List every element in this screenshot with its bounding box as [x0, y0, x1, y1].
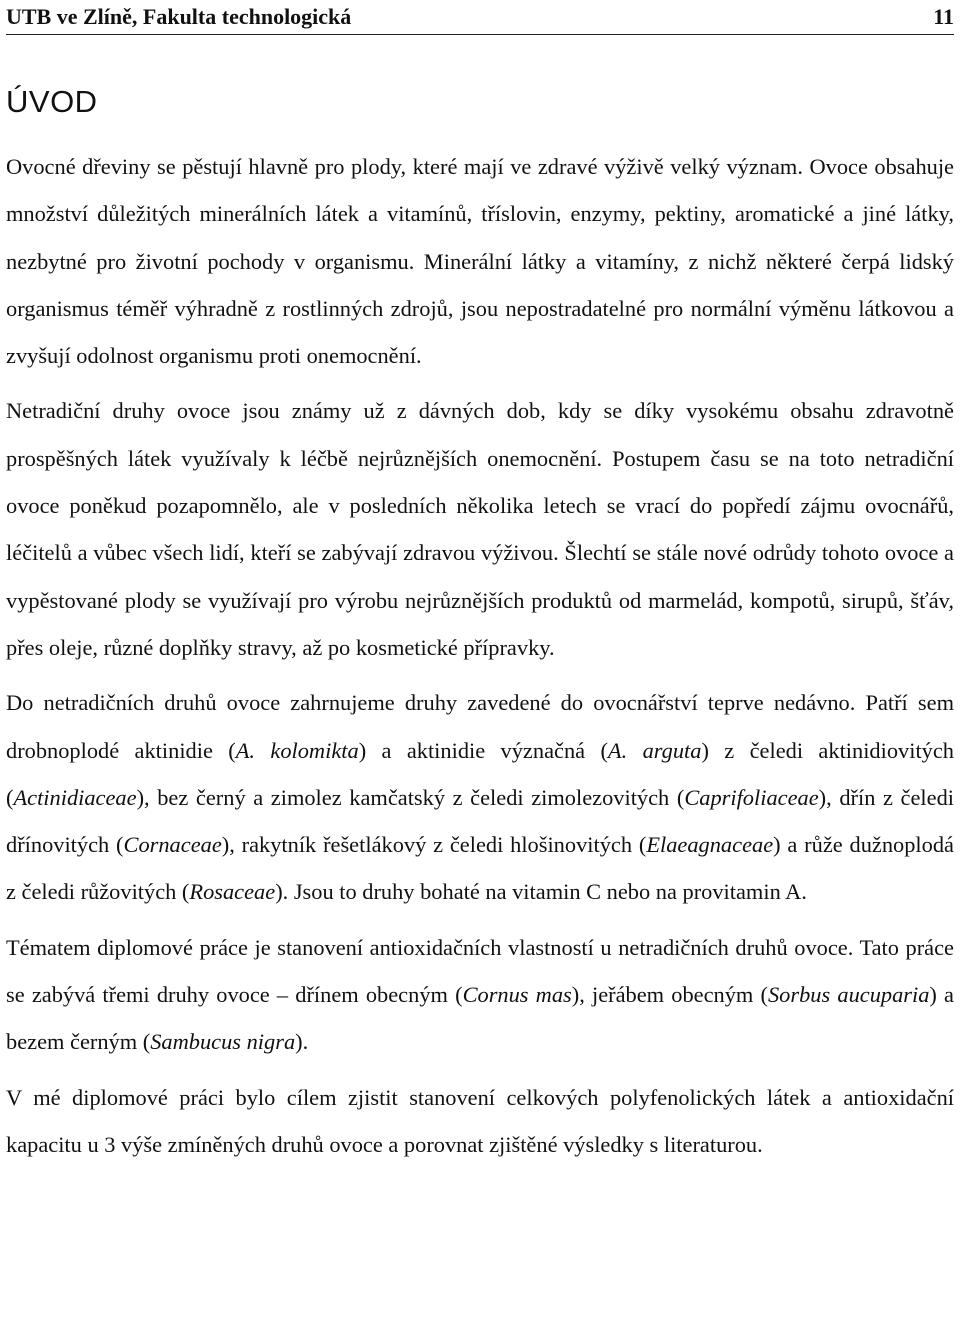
italic-term: Actinidiaceae	[13, 784, 137, 810]
italic-term: Cornaceae	[123, 832, 222, 858]
text-run: Do netradičních druhů ovoce zahrnujeme druhy zavedené do ovocnářství teprve nedávno. Patří sem drobnoplodé aktinidie (	[6, 690, 954, 763]
text-run: Tématem diplomové práce je stanovení antioxidačních vlastností u netradičních druhů ovoce. Tato práce se zabývá třemi druhy ovoce – dřínem obecným (	[6, 934, 954, 1008]
text-run: ), dřín z čeledi dřínovitých (	[6, 784, 954, 858]
text-run: Netradiční druhy ovoce jsou známy už z dávných dob, kdy se díky vysokému obsahu zdravotně prospěšných látek využívaly k léčbě nejrůznějších onemocnění. Postupem času se na toto netradiční ovoce poněkud pozapomnělo, ale v posledních několika letech se vrací do popředí zájmu ovocnářů, léčitelů a vůbec všech lidí, kteří se zabývají zdravou výživou. Šlechtí se stále nové odrůdy tohoto ovoce a vypěstované plody se využívají pro výrobu nejrůznějších produktů od marmelád, kompotů, sirupů, šťáv, přes oleje, různé doplňky stravy, až po kosmetické přípravky.	[6, 398, 954, 660]
paragraph-3	[6, 679, 954, 915]
text-run: ), bez černý a zimolez kamčatský z čeledi zimolezovitých (	[136, 784, 685, 810]
section-heading: ÚVOD	[6, 84, 98, 119]
italic-term: Elaeagnaceae	[646, 832, 774, 858]
text-run: ), jeřábem obecným (	[571, 982, 768, 1008]
text-run: ) a aktinidie význačná (	[358, 737, 608, 763]
body-text	[6, 143, 954, 1168]
paragraph-1	[6, 143, 954, 379]
paragraph-2	[6, 387, 954, 671]
italic-term: A. kolomikta	[235, 737, 359, 763]
text-run: Ovocné dřeviny se pěstují hlavně pro plody, které mají ve zdravé výživě velký význam. Ovoce obsahuje množství důležitých minerálních látek a vitamínů, tříslovin, enzymy, pektiny, aromatické a jiné látky, nezbytné pro životní pochody v organismu. Minerální látky a vitamíny, z nichž některé čerpá lidský organismus téměř výhradně z rostlinných zdrojů, jsou nepostradatelné pro normální výměnu látkovou a zvyšují odolnost organismu proti onemocnění.	[6, 154, 954, 369]
text-run: ) a bezem černým (	[6, 982, 954, 1055]
italic-term: A. arguta	[607, 737, 702, 763]
page-number: 11	[933, 4, 954, 29]
page-header	[6, 0, 954, 35]
text-run: ), rakytník řešetlákový z čeledi hlošinovitých (	[221, 832, 647, 858]
text-run: ) a růže dužnoplodá z čeledi růžovitých (	[6, 832, 954, 905]
text-run: V mé diplomové práci bylo cílem zjistit stanovení celkových polyfenolických látek a antioxidační kapacitu u 3 výše zmíněných druhů ovoce a porovnat zjištěné výsledky s literaturou.	[6, 1084, 954, 1157]
italic-term: Sorbus aucuparia	[767, 982, 930, 1008]
italic-term: Sambucus nigra	[150, 1029, 296, 1055]
italic-term: Cornus mas	[462, 982, 572, 1008]
text-run: ) z čeledi aktinidiovitých (	[6, 737, 955, 810]
paragraph-5	[6, 1074, 954, 1169]
italic-term: Rosaceae	[189, 879, 276, 905]
text-run: ). Jsou to druhy bohaté na vitamin C nebo na provitamin A.	[275, 879, 807, 905]
text-run: ).	[295, 1029, 309, 1055]
italic-term: Caprifoliaceae	[684, 784, 819, 810]
header-title: UTB ve Zlíně, Fakulta technologická	[6, 4, 352, 29]
paragraph-4	[6, 924, 954, 1066]
